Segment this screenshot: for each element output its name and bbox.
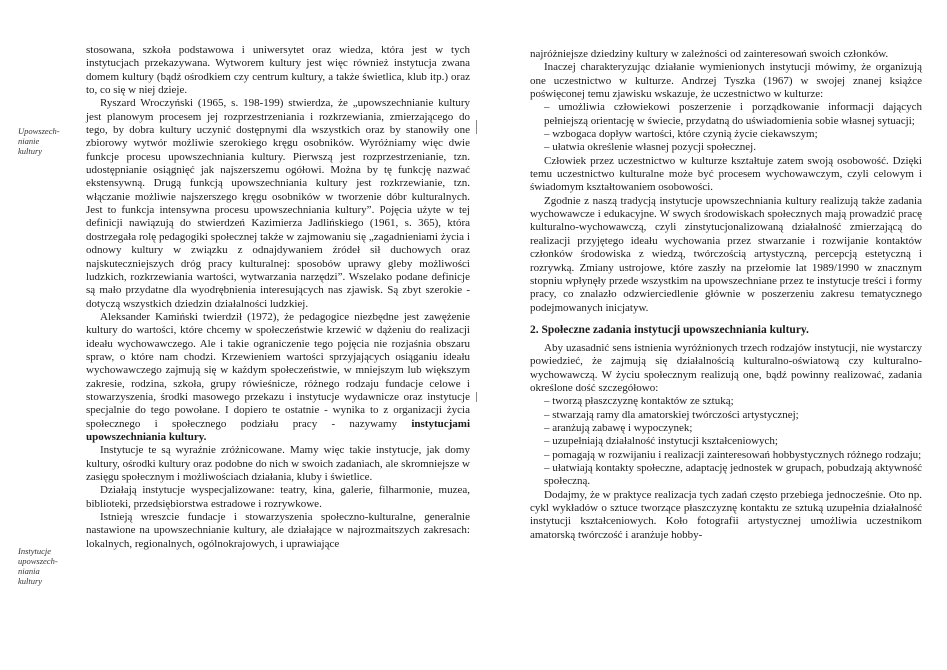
list-item: – pomagają w rozwijaniu i realizacji zainteresowań hobbystycznych różnego rodzaju; xyxy=(544,448,922,461)
bold-term: instytucjami upowszechniania kultury. xyxy=(86,417,471,443)
paragraph: Ryszard Wroczyński (1965, s. 198-199) stwierdza, że „upowszechnianie kultury jest planowym procesem jej rozprzestrzeniania i rozkrzewiania, zmierzającego do tego, by dobra kultury uczynić dostępnymi dla wszystkich oraz by stanowiły one zbiorowy wytwór możliwie szerokiego kręgu osobników. Wyróżniamy więc dwie funkcje procesu upowszechniania kultury. Pierwszą jest rozprzestrzenianie, tzn. udostępnianie osiągnięć jak najszerszemu ogółowi. Można by tę funkcję nazwać ekstensywną. Drugą funkcją upowszechniania kultury jest rozkrzewianie, tzn. włączanie możliwie najszerszego kręgu osobników w tworzenie dóbr kulturalnych. Jest to funkcja intensywna procesu upowszechniania kultury”. Pojęcia użyte w tej definicji nawiązują do stwierdzeń Kazimierza Jadlińskiego (1961, s. 365), która dostrzegała rolę pedagogiki społecznej także w zajmowaniu się „zagadnieniami życia i odnowy kultury w związku z odnajdywaniem źródeł sił duchowych oraz najskuteczniejszych dróg pracy kulturalnej: sposobów uprawy gleby możliwości ludzkich, rozkrzewiania wartości, wytwarzania narzędzi”. Wszelako podane definicje są mało przydatne dla wyodrębnienia interesujących nas zjawisk. Są zbyt szerokie - dotyczą wszystkich dziedzin działalności ludzkiej. xyxy=(86,97,470,310)
paragraph: Dodajmy, że w praktyce realizacja tych zadań często przebiega jednocześnie. Oto np. cykl wykładów o sztuce tworzące płaszczyznę kontaktu ze sztuką uzupełnia działalność instytucji kształceniowych. Koło fotografii artystycznej umożliwia uczestnikom amatorską twórczość i aranżuje hobby- xyxy=(530,488,922,541)
paragraph: Zgodnie z naszą tradycją instytucje upowszechniania kultury realizują także zadania wychowawcze i edukacyjne. W swych środowiskach społecznych mają prowadzić pracę kulturalno-wychowawczą, czyli zinstytucjonalizowaną działalność zmierzającą do realizacji przyjętego ideału wychowania przez stwarzanie i rozwijanie kontaktów członków środowiska z wiedzą, twórczością artystyczną, percepcją estetyczną i rozrywką. Zmiany ustrojowe, które zaszły na przełomie lat 1989/1990 w znacznym stopniu wpłynęły przede wszystkim na upowszechniane przez te instytucje treści i formy pracy, co znalazło odzwierciedlenie głównie w poszerzeniu zakresu tematycznego podejmowanych inicjatyw. xyxy=(530,194,922,314)
bullet-list xyxy=(530,101,922,154)
paragraph-text: Aleksander Kamiński twierdził (1972), że pedagogice niezbędne jest zawężenie kultury do wartości, które chcemy w społeczeństwie krzewić w dążeniu do realizacji ideału wychowawczego. Ale i takie ograniczenie tego pojęcia nie rozjaśnia obszaru spraw, o które nam chodzi. Krzewieniem wartości sprzyjających osiąganiu ideału wychowawczego zajmują się w każdym społeczeństwie, w mniejszym lub większym zakresie, rodzina, szkoła, grupy rówieśnicze, różnego rodzaju fundacje celowe i stowarzyszenia, środki masowego przekazu i instytucje wydawnicze oraz instytucje specjalnie do tego powołane. I dopiero te ostatnie - wynika to z organizacji życia społecznego i społecznego podziału pracy - nazywamy xyxy=(86,310,470,430)
list-item: – stwarzają ramy dla amatorskiej twórczości artystycznej; xyxy=(544,408,799,421)
list-item: – ułatwia określenie własnej pozycji społecznej. xyxy=(544,141,756,154)
binding-shadow xyxy=(476,392,477,402)
list-item: – aranżują zabawę i wypoczynek; xyxy=(544,421,693,434)
right-page xyxy=(480,0,947,670)
paragraph: Działają instytucje wyspecjalizowane: teatry, kina, galerie, filharmonie, muzea, biblioteki, przedsiębiorstwa estradowe i rozrywkowe. xyxy=(86,484,470,510)
bullet-list xyxy=(530,395,922,488)
section-heading: 2. Społeczne zadania instytucji upowszechniania kultury. xyxy=(530,323,809,336)
paragraph: Istnieją wreszcie fundacje i stowarzyszenia społeczno-kulturalne, generalnie nastawione na upowszechnianie kultury, ale działające w najrozmaitszych zakresach: lokalnych, regionalnych, ogólnokrajowych, i uprawiające xyxy=(86,511,470,550)
list-item: – umożliwia człowiekowi poszerzenie i porządkowanie informacji dających pełniejszą orientację w świecie, przydatną do uświadomienia sobie własnej sytuacji; xyxy=(544,101,922,127)
paragraph: Aby uzasadnić sens istnienia wyróżnionych trzech rodzajów instytucji, nie wystarczy powiedzieć, że zajmują się działalnością kulturalno-oświatową czy kulturalno-wychowawczą. W życiu społecznym realizują one, bądź powinny realizować, zadania określone dość szczegółowo: xyxy=(530,341,922,394)
margin-note-instytucje: Instytucje upowszech- niania kultury xyxy=(18,546,58,586)
paragraph: Instytucje te są wyraźnie zróżnicowane. Mamy więc takie instytucje, jak domy kultury, ośrodki kultury oraz podobne do nich w swoich zadaniach, ale skromniejsze w zasięgu społecznym i możliwościach działania, kluby i świetlice. xyxy=(86,444,470,483)
list-item: – tworzą płaszczyznę kontaktów ze sztuką; xyxy=(544,395,734,408)
list-item: – wzbogaca dopływ wartości, które czynią życie ciekawszym; xyxy=(544,128,818,141)
paragraph xyxy=(86,311,470,444)
paragraph: Człowiek przez uczestnictwo w kulturze kształtuje zatem swoją osobowość. Dzięki temu uczestnictwo kulturalne może być procesem wychowawczym, czyli celowym i świadomym kształtowaniem osobowości. xyxy=(530,154,922,194)
margin-note-upowszechnianie: Upowszech- nianie kultury xyxy=(18,126,60,156)
list-item: – uzupełniają działalność instytucji kształceniowych; xyxy=(544,435,778,448)
left-text-column xyxy=(86,44,470,551)
right-text-column xyxy=(530,48,922,542)
list-item: – ułatwiają kontakty społeczne, adaptację jednostek w grupach, pobudzają aktywność społeczną. xyxy=(544,461,922,488)
paragraph: Inaczej charakteryzując działanie wymienionych instytucji mówimy, że organizują one uczestnictwo w kulturze. Andrzej Tyszka (1967) w swojej znanej książce poświęconej temu zjawisku wskazuje, że uczestnictwo w kulturze: xyxy=(530,61,922,101)
binding-shadow xyxy=(476,120,477,134)
paragraph: stosowana, szkoła podstawowa i uniwersytet oraz wiedza, która jest w tych instytucjach przekazywana. Wytworem kultury jest więc również instytucja zwana domem kultury (bądź ośrodkiem czy centrum kultury, a także świetlica, klub itp.) oraz to, co się w niej dzieje. xyxy=(86,44,470,97)
paragraph: najróżniejsze dziedziny kultury w zależności od zainteresowań swoich członków. xyxy=(530,48,889,60)
